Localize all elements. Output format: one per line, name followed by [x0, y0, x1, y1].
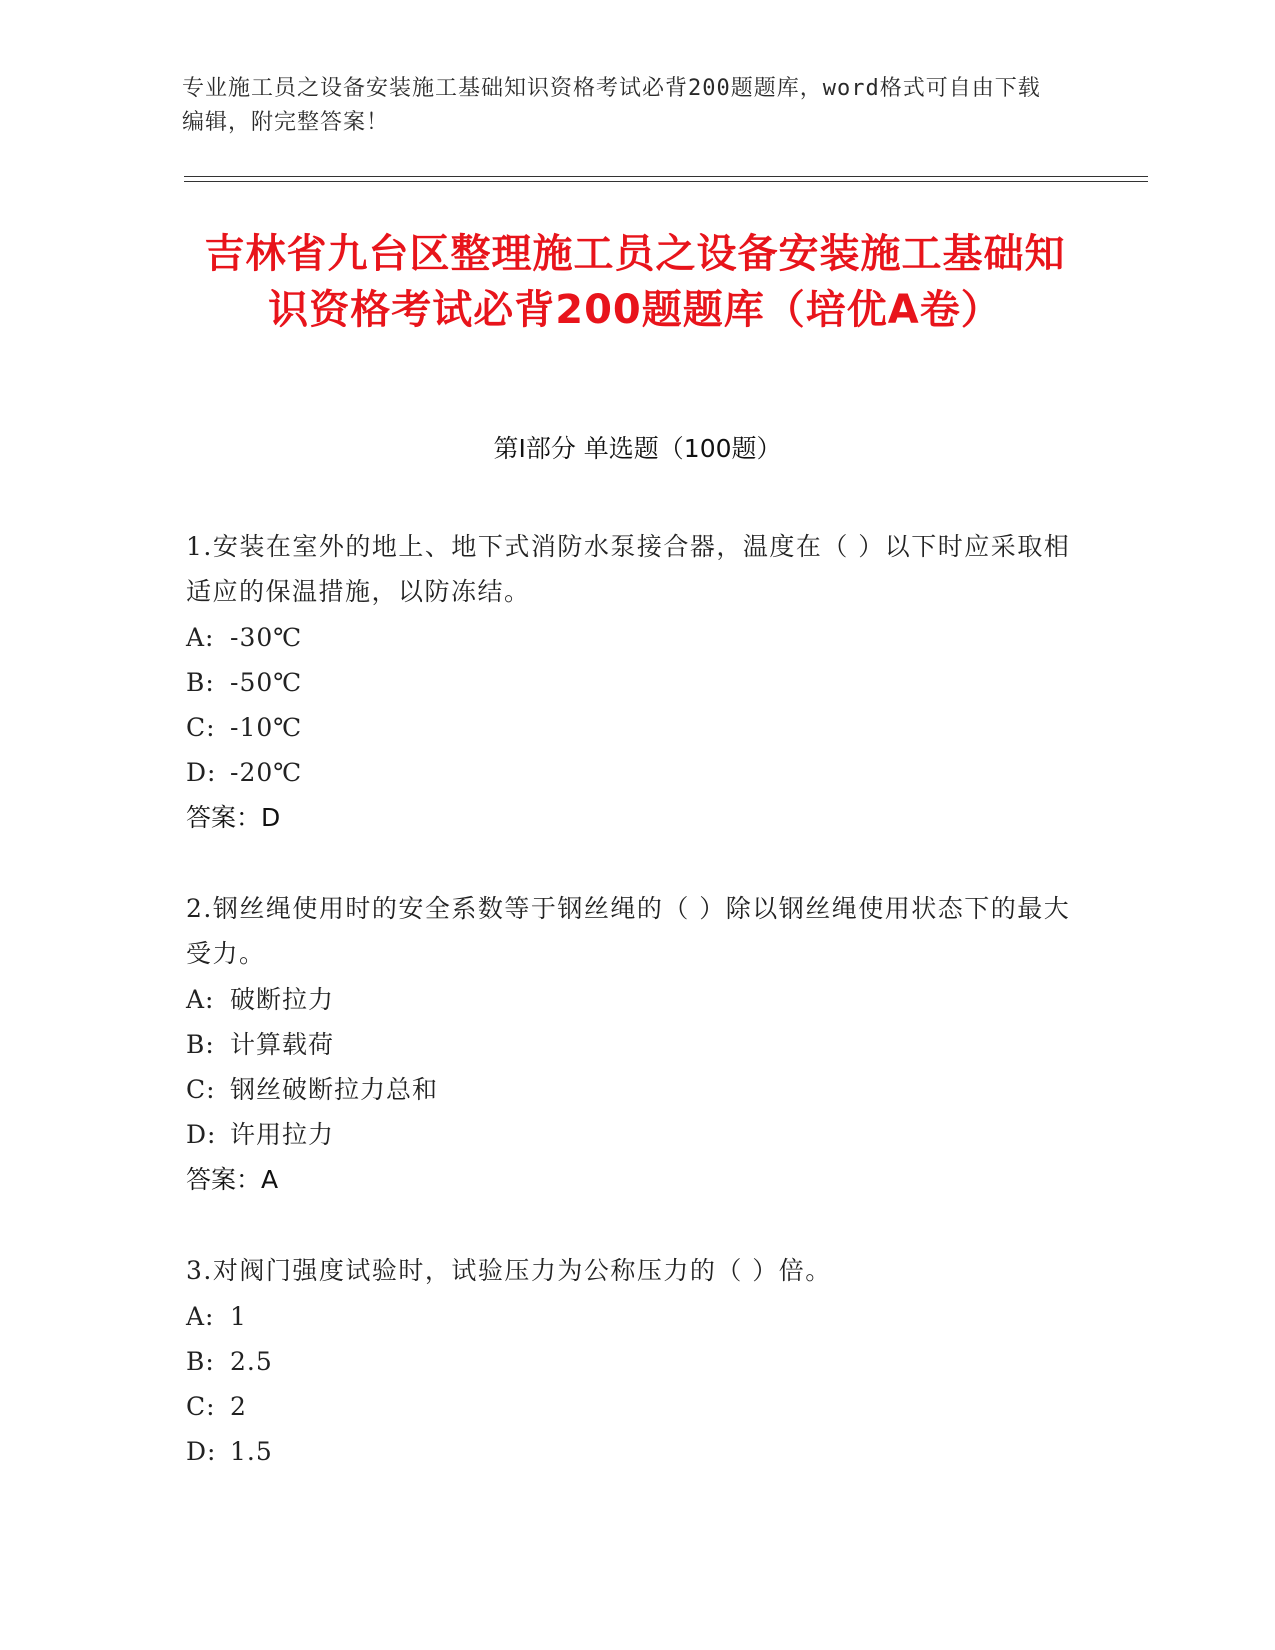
- option-letter: B:: [186, 1030, 215, 1059]
- option-c: [186, 705, 1086, 750]
- option-letter: C:: [186, 1075, 216, 1104]
- option-c: [186, 1067, 1086, 1112]
- answer-value: A: [261, 1165, 279, 1194]
- question-stem: 1.安装在室外的地上、地下式消防水泵接合器，温度在（ ）以下时应采取相适应的保温措施，以防冻结。: [186, 532, 1071, 606]
- option-b: [186, 660, 1086, 705]
- answer-line: [186, 795, 1086, 840]
- option-text: 2: [230, 1392, 247, 1421]
- option-text: 许用拉力: [230, 1120, 335, 1149]
- option-letter: B:: [186, 668, 215, 697]
- document-title: 吉林省九台区整理施工员之设备安装施工基础知识资格考试必背200题题库（培优A卷）: [204, 231, 1066, 333]
- option-letter: A:: [186, 1302, 215, 1331]
- option-letter: D:: [186, 1437, 217, 1466]
- option-text: 1.5: [230, 1437, 273, 1466]
- option-c: [186, 1384, 1086, 1429]
- option-a: [186, 1294, 1086, 1339]
- option-letter: C:: [186, 713, 216, 742]
- option-letter: D:: [186, 1120, 217, 1149]
- option-text: 2.5: [230, 1347, 273, 1376]
- question-stem: 2.钢丝绳使用时的安全系数等于钢丝绳的（ ）除以钢丝绳使用状态下的最大受力。: [186, 894, 1071, 968]
- option-text: 破断拉力: [230, 985, 335, 1014]
- option-text: -20℃: [230, 758, 303, 787]
- question-3: [186, 1248, 1086, 1474]
- option-text: 钢丝破断拉力总和: [230, 1075, 439, 1104]
- answer-value: D: [261, 803, 281, 832]
- answer-line: [186, 1157, 1086, 1202]
- option-d: [186, 1429, 1086, 1474]
- option-text: 计算载荷: [230, 1030, 335, 1059]
- option-b: [186, 1022, 1086, 1067]
- question-1: [186, 524, 1086, 840]
- section-heading: 第I部分 单选题（100题）: [493, 434, 782, 463]
- option-d: [186, 1112, 1086, 1157]
- option-text: -30℃: [230, 623, 303, 652]
- answer-prefix: 答案：: [186, 1165, 262, 1194]
- question-stem: 3.对阀门强度试验时，试验压力为公称压力的（ ）倍。: [186, 1256, 832, 1285]
- option-text: -10℃: [230, 713, 303, 742]
- option-letter: B:: [186, 1347, 215, 1376]
- answer-prefix: 答案：: [186, 803, 262, 832]
- option-text: -50℃: [230, 668, 303, 697]
- option-letter: C:: [186, 1392, 216, 1421]
- option-letter: A:: [186, 985, 215, 1014]
- question-2: [186, 886, 1086, 1202]
- option-letter: A:: [186, 623, 215, 652]
- option-a: [186, 615, 1086, 660]
- header-divider-top: [184, 176, 1148, 177]
- option-letter: D:: [186, 758, 217, 787]
- header-note: 专业施工员之设备安装施工基础知识资格考试必背200题题库，word格式可自由下载编辑，附完整答案！: [182, 76, 1041, 135]
- option-b: [186, 1339, 1086, 1384]
- option-a: [186, 977, 1086, 1022]
- option-d: [186, 750, 1086, 795]
- header-divider-bottom: [184, 181, 1148, 182]
- option-text: 1: [230, 1302, 247, 1331]
